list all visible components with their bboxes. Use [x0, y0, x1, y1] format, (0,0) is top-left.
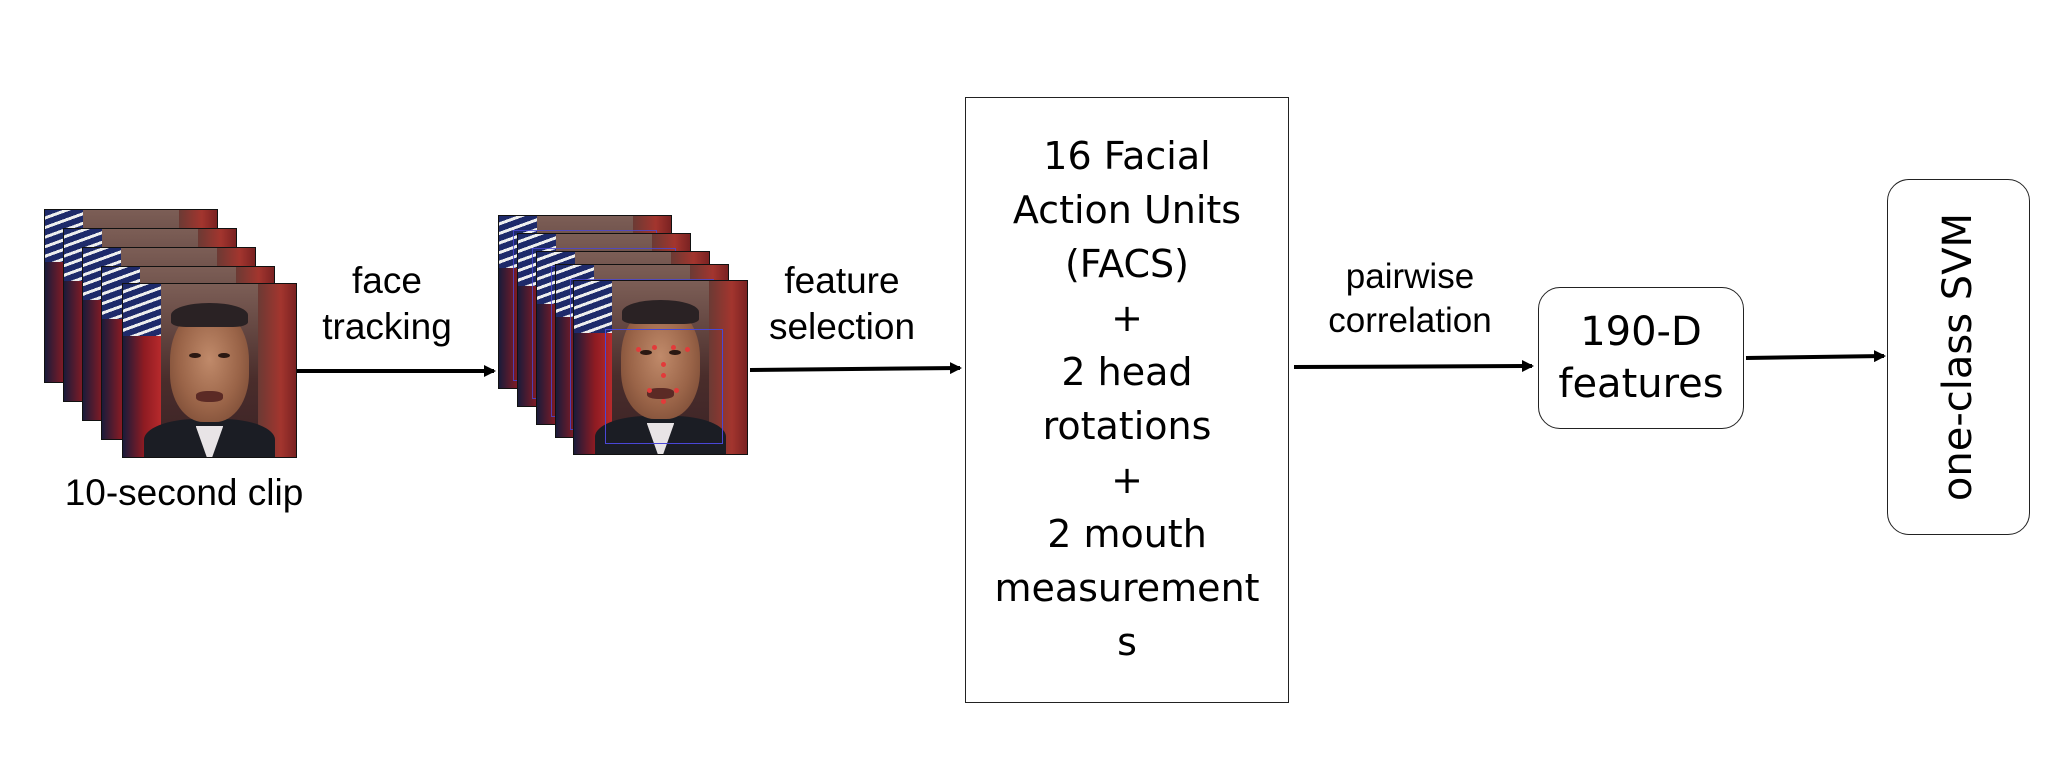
edge-label-face-tracking-line2: tracking: [322, 306, 452, 348]
edge-label-face-tracking-line1: face: [352, 260, 422, 301]
feature-box-line4: 2 head: [1061, 350, 1193, 395]
edge-label-feature-selection-line2: selection: [768, 306, 916, 348]
svm-label: one-class SVM: [1935, 212, 1982, 502]
feature-box-line8: s: [1117, 619, 1137, 664]
feature-box-plus2: +: [1111, 457, 1143, 502]
arrow-pairwise-correlation: [1294, 366, 1532, 367]
input-clip-label: 10-second clip: [64, 472, 304, 513]
arrow-feature-selection: [750, 368, 960, 370]
edge-label-pairwise-line1: pairwise: [1345, 257, 1475, 296]
arrow-to-svm: [1746, 356, 1884, 358]
edge-label-feature-selection: [752, 258, 932, 351]
feature-box-line6: 2 mouth: [1047, 511, 1207, 556]
edge-label-feature-selection-line1: feature: [784, 260, 900, 301]
tracked-frame-front: [573, 280, 748, 455]
features-190d-box: [1538, 287, 1744, 429]
features-box-line2: features: [1558, 361, 1724, 407]
edge-label-pairwise-line2: correlation: [1328, 300, 1492, 340]
feature-box-line1: 16 Facial: [1043, 134, 1211, 179]
feature-box-plus1: +: [1111, 296, 1143, 341]
one-class-svm-box: [1887, 179, 2030, 535]
feature-box-line2: Action Units: [1012, 188, 1242, 233]
tracking-box-overlay: [605, 329, 723, 443]
features-box-line1: 190-D: [1580, 309, 1702, 355]
edge-label-pairwise-correlation: [1300, 255, 1520, 343]
feature-box-line5: rotations: [1042, 404, 1212, 448]
edge-label-face-tracking: [296, 258, 478, 351]
facial-feature-box: [965, 97, 1289, 703]
feature-box-line3: (FACS): [1064, 242, 1189, 287]
clip-frame-front: [122, 283, 297, 458]
feature-box-line7: measurement: [994, 565, 1260, 610]
